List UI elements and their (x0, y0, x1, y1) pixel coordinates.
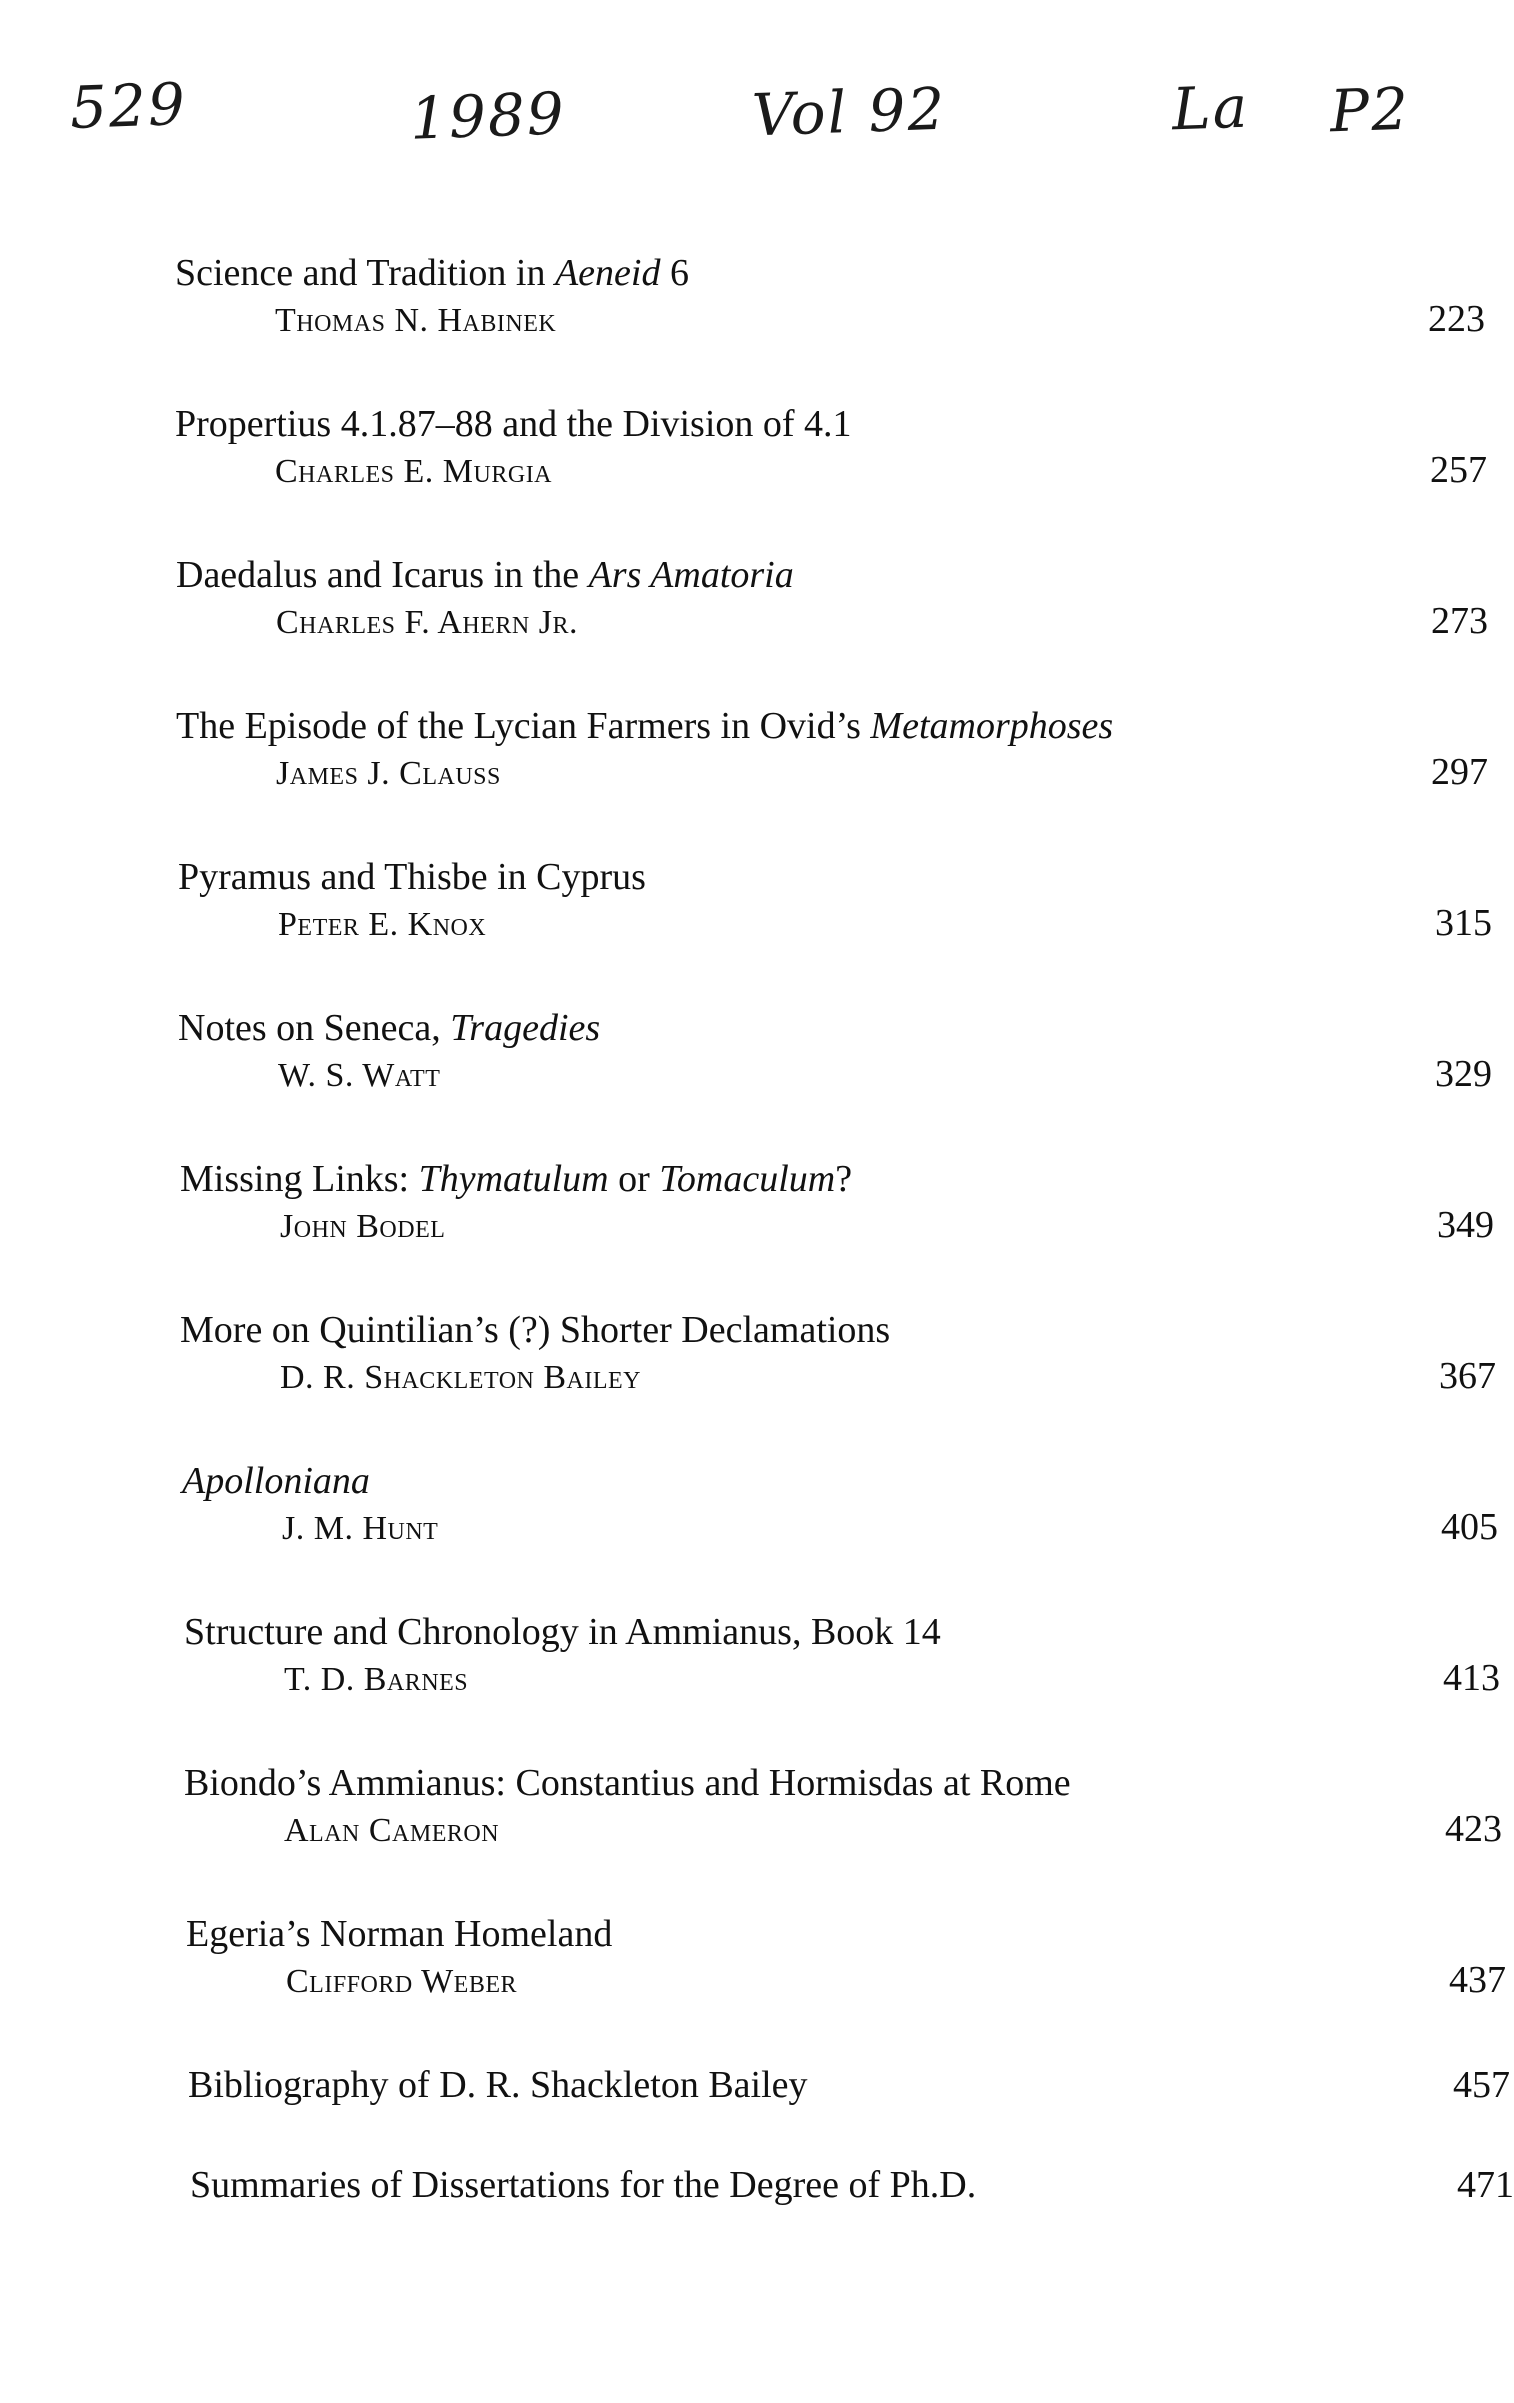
article-author: D. R. Shackleton Bailey (280, 1359, 642, 1396)
page-number: 297 (1431, 751, 1488, 793)
toc-entry (190, 2162, 1514, 2272)
article-author: W. S. Watt (278, 1057, 441, 1094)
toc-entry (186, 1911, 1506, 2021)
toc-entry (178, 854, 1492, 964)
article-title: Notes on Seneca, Tragedies (178, 1007, 601, 1049)
page-number: 257 (1430, 449, 1487, 491)
article-author: John Bodel (280, 1208, 446, 1245)
toc-entry (180, 1307, 1496, 1417)
article-title: Bibliography of D. R. Shackleton Bailey (188, 2064, 808, 2106)
toc-entry (182, 1458, 1498, 1568)
article-author: James J. Clauss (276, 755, 501, 792)
toc-entry (184, 1609, 1500, 1719)
handwritten-note: Vol 92 (750, 74, 948, 150)
article-title: Egeria’s Norman Homeland (186, 1913, 613, 1955)
page-number: 367 (1439, 1355, 1496, 1397)
handwritten-note: La (1170, 72, 1251, 144)
page-number: 329 (1435, 1053, 1492, 1095)
toc-entry (175, 250, 1485, 360)
toc-entry (178, 1005, 1492, 1115)
page-number: 437 (1449, 1959, 1506, 2001)
article-title: The Episode of the Lycian Farmers in Ovid’s Metamorphoses (176, 705, 1114, 747)
page-number: 413 (1443, 1657, 1500, 1699)
page-number: 315 (1435, 902, 1492, 944)
toc-entry (176, 703, 1488, 813)
article-title: Daedalus and Icarus in the Ars Amatoria (176, 554, 794, 596)
article-author: Clifford Weber (286, 1963, 518, 2000)
article-author: J. M. Hunt (282, 1510, 439, 1547)
handwritten-note: P2 (1328, 74, 1412, 146)
article-title: Structure and Chronology in Ammianus, Book 14 (184, 1611, 941, 1653)
page-number: 273 (1431, 600, 1488, 642)
page-number: 223 (1428, 298, 1485, 340)
article-title: Missing Links: Thymatulum or Tomaculum? (180, 1158, 853, 1200)
toc-entry (188, 2062, 1510, 2172)
page-number: 471 (1457, 2164, 1514, 2206)
toc-entry (175, 401, 1487, 511)
toc-entry (180, 1156, 1494, 1266)
article-title: Science and Tradition in Aeneid 6 (175, 252, 689, 294)
handwritten-note: 1989 (408, 79, 567, 153)
page-number: 405 (1441, 1506, 1498, 1548)
page-number: 423 (1445, 1808, 1502, 1850)
article-title: Propertius 4.1.87–88 and the Division of 4.1 (175, 403, 852, 445)
article-title: Summaries of Dissertations for the Degree of Ph.D. (190, 2164, 977, 2206)
article-title: Apolloniana (182, 1460, 370, 1502)
page-number: 457 (1453, 2064, 1510, 2106)
page-number: 349 (1437, 1204, 1494, 1246)
article-title: Biondo’s Ammianus: Constantius and Hormisdas at Rome (184, 1762, 1071, 1804)
article-title: More on Quintilian’s (?) Shorter Declamations (180, 1309, 891, 1351)
article-author: Thomas N. Habinek (275, 302, 557, 339)
article-author: Charles E. Murgia (275, 453, 553, 490)
article-title: Pyramus and Thisbe in Cyprus (178, 856, 646, 898)
toc-entry (184, 1760, 1502, 1870)
article-author: Peter E. Knox (278, 906, 487, 943)
article-author: Alan Cameron (284, 1812, 500, 1849)
article-author: Charles F. Ahern Jr. (276, 604, 578, 641)
handwritten-note: 529 (68, 69, 188, 143)
toc-entry (176, 552, 1488, 662)
article-author: T. D. Barnes (284, 1661, 469, 1698)
